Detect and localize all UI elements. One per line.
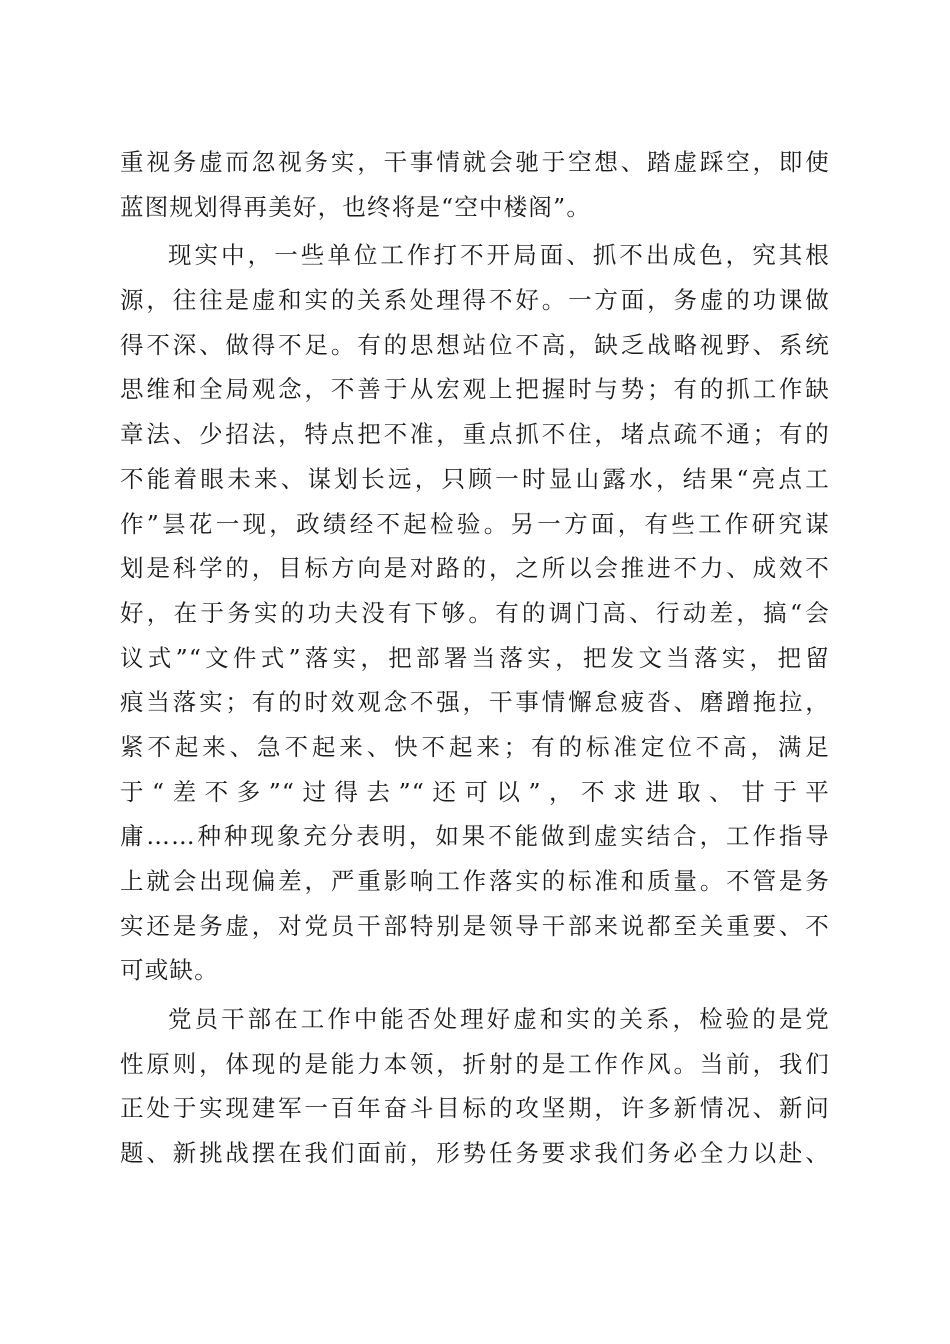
text-line: 性原则，体现的是能力本领，折射的是工作作风。当前，我们 (120, 1049, 830, 1078)
text-line: 不能着眼未来、谋划长远，只顾一时显山露水，结果“亮点工 (120, 464, 830, 493)
text-line: 好，在于务实的功夫没有下够。有的调门高、行动差，搞“会 (120, 598, 830, 627)
paragraph-first-line: 现实中，一些单位工作打不开局面、抓不出成色，究其根 (168, 241, 830, 270)
text-line: 议式”“文件式”落实，把部署当落实，把发文当落实，把留 (120, 643, 830, 672)
text-line: 题、新挑战摆在我们面前，形势任务要求我们务必全力以赴、 (120, 1139, 830, 1168)
article-body (120, 140, 830, 1176)
text-line: 实还是务虚，对党员干部特别是领导干部来说都至关重要、不 (120, 911, 830, 940)
text-line: 源，往往是虚和实的关系处理得不好。一方面，务虚的功课做 (120, 286, 830, 315)
text-line: 痕当落实；有的时效观念不强，干事情懈怠疲沓、磨蹭拖拉， (120, 688, 830, 717)
text-line: 上就会出现偏差，严重影响工作落实的标准和质量。不管是务 (120, 867, 830, 895)
text-line: 蓝图规划得再美好，也终将是“空中楼阁”。 (120, 192, 592, 221)
text-line: 作”昙花一现，政绩经不起检验。另一方面，有些工作研究谋 (120, 509, 830, 538)
text-line: 思维和全局观念，不善于从宏观上把握时与势；有的抓工作缺 (120, 375, 830, 404)
text-line: 紧不起来、急不起来、快不起来；有的标准定位不高，满足 (120, 732, 830, 761)
text-line: 得不深、做得不足。有的思想站位不高，缺乏战略视野、系统 (120, 330, 830, 359)
text-line: 划是科学的，目标方向是对路的，之所以会推进不力、成效不 (120, 554, 830, 583)
text-line: 章法、少招法，特点把不准，重点抓不住，堵点疏不通；有的 (120, 420, 830, 449)
text-line: 庸……种种现象充分表明，如果不能做到虚实结合，工作指导 (120, 822, 830, 851)
text-line: 可或缺。 (120, 956, 219, 985)
text-line: 重视务虚而忽视务实，干事情就会驰于空想、踏虚踩空，即使 (120, 148, 830, 176)
text-line: 正处于实现建军一百年奋斗目标的攻坚期，许多新情况、新问 (120, 1094, 830, 1123)
paragraph-first-line: 党员干部在工作中能否处理好虚和实的关系，检验的是党 (168, 1005, 830, 1034)
text-line: 于“差不多”“过得去”“还可以”，不求进取、甘于平 (120, 777, 830, 806)
